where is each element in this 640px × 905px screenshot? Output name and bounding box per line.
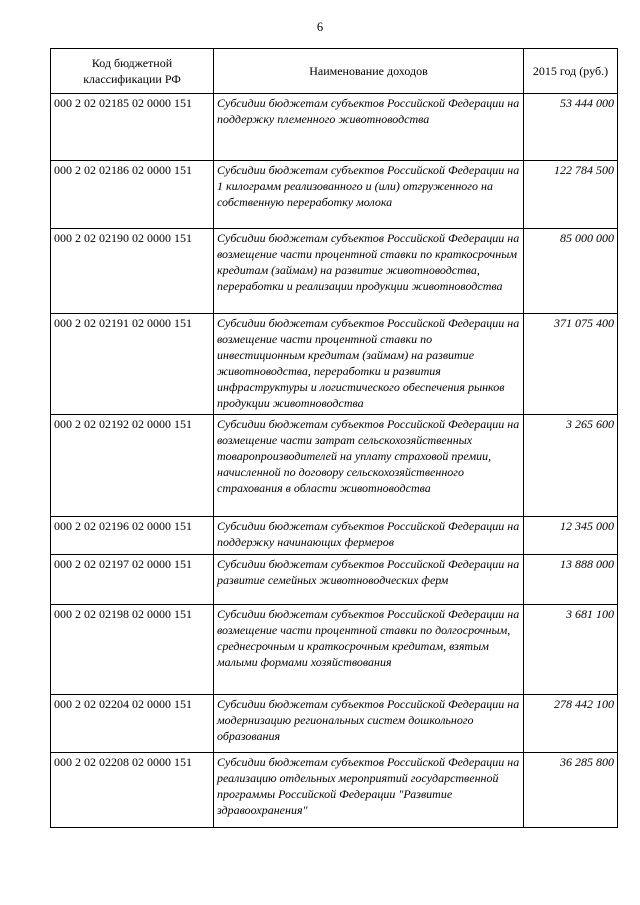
row-amount: 53 444 000 xyxy=(524,94,618,161)
row-amount: 13 888 000 xyxy=(524,555,618,605)
row-name: Субсидии бюджетам субъектов Российской Федерации на возмещение части процентной ставки по инвестиционным кредитам (займам) на развитие животноводства, переработки и развития инфраструктуры и логистического обеспечения рынков продукции животноводства xyxy=(214,314,524,415)
row-amount: 122 784 500 xyxy=(524,161,618,229)
row-amount: 85 000 000 xyxy=(524,229,618,314)
row-name: Субсидии бюджетам субъектов Российской Федерации на поддержку племенного животноводства xyxy=(214,94,524,161)
row-code: 000 2 02 02198 02 0000 151 xyxy=(51,605,214,695)
row-amount: 278 442 100 xyxy=(524,695,618,753)
table-row xyxy=(51,94,618,161)
row-code: 000 2 02 02204 02 0000 151 xyxy=(51,695,214,753)
row-name: Субсидии бюджетам субъектов Российской Федерации на возмещение части процентной ставки по краткосрочным кредитам (займам) на развитие животноводства, переработки и реализации продукции животноводства xyxy=(214,229,524,314)
budget-income-table xyxy=(50,48,618,828)
table-row xyxy=(51,605,618,695)
table-row xyxy=(51,555,618,605)
table-body xyxy=(51,94,618,828)
row-code: 000 2 02 02192 02 0000 151 xyxy=(51,415,214,517)
page-number: 6 xyxy=(316,20,324,34)
header-code: Код бюджетной классификации РФ xyxy=(51,49,214,94)
row-amount: 3 265 600 xyxy=(524,415,618,517)
row-amount: 12 345 000 xyxy=(524,517,618,555)
row-name: Субсидии бюджетам субъектов Российской Федерации на модернизацию региональных систем дошкольного образования xyxy=(214,695,524,753)
header-row xyxy=(51,49,618,94)
row-name: Субсидии бюджетам субъектов Российской Федерации на возмещение части затрат сельскохозяйственных товаропроизводителей на уплату страховой премии, начисленной по договору сельскохозяйственного страхования в области животноводства xyxy=(214,415,524,517)
header-name: Наименование доходов xyxy=(214,49,524,94)
table-row xyxy=(51,229,618,314)
row-name: Субсидии бюджетам субъектов Российской Федерации на реализацию отдельных мероприятий государственной программы Российской Федерации "Развитие здравоохранения" xyxy=(214,753,524,828)
table-row xyxy=(51,753,618,828)
row-code: 000 2 02 02197 02 0000 151 xyxy=(51,555,214,605)
row-amount: 3 681 100 xyxy=(524,605,618,695)
table-header xyxy=(51,49,618,94)
row-code: 000 2 02 02191 02 0000 151 xyxy=(51,314,214,415)
table-row xyxy=(51,517,618,555)
row-code: 000 2 02 02186 02 0000 151 xyxy=(51,161,214,229)
row-name: Субсидии бюджетам субъектов Российской Федерации на возмещение части процентной ставки по долгосрочным, среднесрочным и краткосрочным кредитам, взятым малыми формами хозяйствования xyxy=(214,605,524,695)
row-code: 000 2 02 02190 02 0000 151 xyxy=(51,229,214,314)
row-name: Субсидии бюджетам субъектов Российской Федерации на 1 килограмм реализованного и (или) отгруженного на собственную переработку молока xyxy=(214,161,524,229)
row-amount: 36 285 800 xyxy=(524,753,618,828)
row-name: Субсидии бюджетам субъектов Российской Федерации на поддержку начинающих фермеров xyxy=(214,517,524,555)
table-row xyxy=(51,415,618,517)
header-amount: 2015 год (руб.) xyxy=(524,49,618,94)
table-row xyxy=(51,314,618,415)
table-row xyxy=(51,695,618,753)
row-code: 000 2 02 02196 02 0000 151 xyxy=(51,517,214,555)
row-name: Субсидии бюджетам субъектов Российской Федерации на развитие семейных животноводческих ферм xyxy=(214,555,524,605)
table-row xyxy=(51,161,618,229)
row-code: 000 2 02 02185 02 0000 151 xyxy=(51,94,214,161)
row-code: 000 2 02 02208 02 0000 151 xyxy=(51,753,214,828)
row-amount: 371 075 400 xyxy=(524,314,618,415)
